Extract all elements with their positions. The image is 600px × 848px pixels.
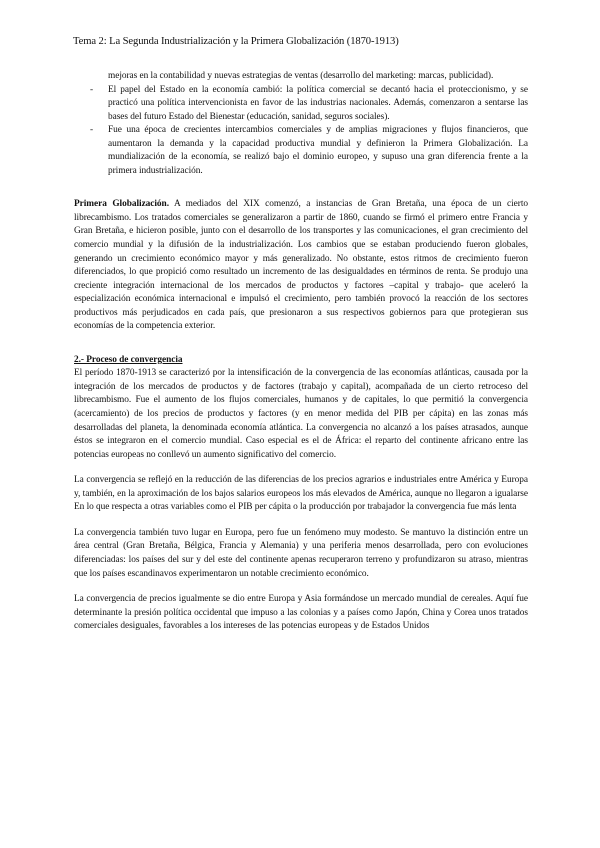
bullet-marker: - — [90, 125, 94, 136]
section-paragraph: La convergencia también tuvo lugar en Europa, pero fue un fenómeno muy modesto. Se mantuvo la distinción entre un área central (Gran Bretaña, Bélgica, Francia y Alemania) y una periferia menos desarrollada, pero con evoluciones diferenciadas: los países del sur y del este del continente apenas recuperaron terreno y profundizaron su atraso, mientras que los países escandinavos experimentaron un notable crecimiento económico. — [74, 527, 528, 579]
bullet-text: Fue una época de crecientes intercambios comerciales y de amplias migraciones y flujos financieros, que aumentaron la demanda y la capacidad productiva mundial y definieron la Primera Globalización. La mundialización de la economía, se realizó bajo el dominio europeo, y supuso una gran diferencia frente a la primera industrialización. — [108, 125, 528, 176]
primera-globalizacion-label: Primera Globalización. — [74, 199, 169, 210]
page-content — [74, 70, 528, 634]
section-paragraph: La convergencia de precios igualmente se dio entre Europa y Asia formándose un mercado mundial de cereales. Aquí fue determinante la presión política occidental que impuso a las colonias y a países como Japón, China y Corea unos tratados comerciales desiguales, favorables a los intereses de las potencias europeas y de Estados Unidos — [74, 594, 528, 632]
section-paragraph: El período 1870-1913 se caracterizó por la intensificación de la convergencia de las economías atlánticas, causada por la integración de los mercados de productos y de factores (trabajo y capital), acompañada de un cierto retroceso del librecambismo. Fue el aumento de los flujos comerciales, humanos y de capitales, lo que permitió la convergencia (acercamiento) de los precios de productos y factores (y en menor medida del PIB per cápita) en las zonas más desarrolladas del planeta, la denominada economía atlántica. La convergencia no alcanzó a los países atrasados, aunque éstos se integraron en el comercio mundial. Caso especial es el de África: el reparto del continente africano entre las potencias europeas no conllevó un aumento significativo del comercio. — [74, 368, 528, 460]
bullet-marker: - — [90, 84, 94, 95]
section-paragraph: La convergencia se reflejó en la reducción de las diferencias de los precios agrarios e industriales entre América y Europa y, también, en la aproximación de los bajos salarios europeos los más elevados de América, aunque no llegaron a igualarse En lo que respecta a otras variables como el PIB per cápita o la producción por trabajador la convergencia fue más lenta — [74, 475, 528, 513]
bullet-item — [74, 84, 528, 125]
primera-globalizacion-text: A mediados del XIX comenzó, a instancias de Gran Bretaña, una época de un cierto librecambismo. Los tratados comerciales se generalizaron a partir de 1860, cuando se firmó el primero entre Francia y Gran Bretaña, e hicieron posible, junto con el desarrollo de los transportes y las comunicaciones, el gran crecimiento del comercio mundial y la difusión de la industrialización. Los cambios que se estaban produciendo fueron globales, generando un crecimiento económico mayor y más generalizado. No obstante, estos ritmos de crecimiento fueron diferenciados, lo que propició como resultado un incremento de las desigualdades en términos de renta. Se produjo una creciente integración internacional de los mercados de productos y factores –capital y trabajo- que aceleró la especialización económica internacional e impulsó el crecimiento, pero también provocó la reacción de los sectores productivos más perjudicados en cada país, que presionaron a sus respectivos gobiernos para que protegieran sus economías de la competencia exterior. — [74, 199, 528, 332]
section-heading: 2.- Proceso de convergencia — [74, 354, 183, 365]
bullet-text: El papel del Estado en la economía cambió: la política comercial se decantó hacia el proteccionismo, y se practicó una política intervencionista en favor de las industrias nacionales. Además, comenzaron a sentarse las bases del futuro Estado del Bienestar (educación, sanidad, seguros sociales). — [108, 84, 528, 122]
bullet-item — [74, 124, 528, 178]
primera-globalizacion-paragraph — [74, 198, 528, 333]
page-header: Tema 2: La Segunda Industrialización y la Primera Globalización (1870-1913) — [73, 36, 399, 47]
bullet-list — [74, 70, 528, 178]
bullet-continuation: mejoras en la contabilidad y nuevas estrategias de ventas (desarrollo del marketing: marcas, publicidad). — [108, 71, 494, 81]
